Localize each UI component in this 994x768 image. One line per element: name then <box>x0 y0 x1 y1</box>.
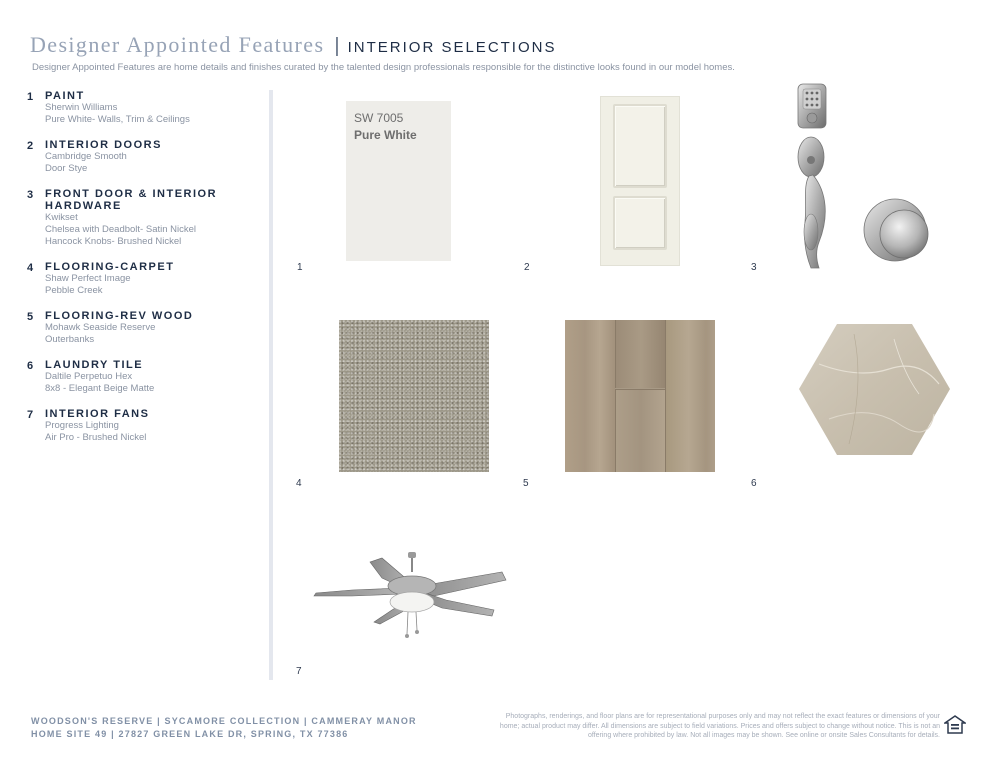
paint-code: SW 7005 <box>354 111 404 125</box>
selection-detail: Door Stye <box>45 163 88 174</box>
selection-detail: Chelsea with Deadbolt- Satin Nickel <box>45 224 197 235</box>
selection-detail: Sherwin Williams <box>45 102 118 113</box>
selection-body <box>45 359 267 395</box>
selection-body <box>45 139 267 175</box>
selection-detail: Air Pro - Brushed Nickel <box>45 432 147 443</box>
title-separator: | <box>334 35 340 57</box>
selection-detail: Kwikset <box>45 212 78 223</box>
image-label-6: 6 <box>751 478 757 489</box>
selection-item <box>27 359 267 395</box>
equal-housing-opportunity-icon <box>944 714 966 736</box>
footer-homesite: HOME SITE 49 | 27827 GREEN LAKE DR, SPRING, TX 77386 <box>31 729 349 739</box>
selection-detail: 8x8 - Elegant Beige Matte <box>45 383 155 394</box>
selection-number: 6 <box>27 360 34 372</box>
selection-number: 2 <box>27 140 34 152</box>
selection-title: FLOORING-CARPET <box>45 261 175 273</box>
selection-number: 5 <box>27 311 34 323</box>
selection-list <box>27 90 267 457</box>
interior-door-image <box>600 96 680 266</box>
wood-plank <box>565 320 615 472</box>
selection-item <box>27 139 267 175</box>
wood-plank <box>665 320 715 472</box>
selection-title: PAINT <box>45 90 85 102</box>
selection-body <box>45 408 267 444</box>
selection-item <box>27 90 267 126</box>
wood-plank <box>615 389 666 472</box>
knob <box>864 199 928 261</box>
wood-plank <box>615 320 666 388</box>
selection-number: 3 <box>27 189 34 201</box>
footer-address <box>31 715 417 741</box>
selection-detail: Mohawk Seaside Reserve <box>45 322 156 333</box>
image-label-7: 7 <box>296 666 302 677</box>
hex-tile-image <box>799 324 950 455</box>
footer-disclaimer: Photographs, renderings, and floor plans are for representational purposes only and may not reflect the exact features or dimensions of your home; actual product may differ. All dimensions are subject to field variations. Prices and offers subject to change without notice. This is not an offering where prohibited by law. Not all images may be shown. See online or onsite Sales Consultants for details. <box>499 713 940 739</box>
selection-detail: Pebble Creek <box>45 285 103 296</box>
selection-detail: Cambridge Smooth <box>45 151 127 162</box>
selection-body <box>45 310 267 346</box>
paint-swatch-image <box>346 101 451 261</box>
selection-detail: Progress Lighting <box>45 420 119 431</box>
door-hardware-image <box>795 82 945 274</box>
selection-detail: Outerbanks <box>45 334 95 345</box>
ceiling-fan-image <box>312 550 510 645</box>
selection-detail: Pure White- Walls, Trim & Ceilings <box>45 114 190 125</box>
handleset <box>798 137 825 268</box>
vertical-divider <box>269 90 273 680</box>
image-label-4: 4 <box>296 478 302 489</box>
page-description: Designer Appointed Features are home details and finishes curated by the talented design professionals responsible for the distinctive looks found in our model homes. <box>32 62 735 73</box>
selection-title: LAUNDRY TILE <box>45 359 144 371</box>
image-label-5: 5 <box>523 478 529 489</box>
image-label-2: 2 <box>524 262 530 273</box>
selection-detail: Hancock Knobs- Brushed Nickel <box>45 236 182 247</box>
selection-detail: Shaw Perfect Image <box>45 273 131 284</box>
selection-item <box>27 408 267 444</box>
image-label-1: 1 <box>297 262 303 273</box>
selection-item <box>27 310 267 346</box>
page-subtitle: INTERIOR SELECTIONS <box>347 39 557 56</box>
selection-title: INTERIOR FANS <box>45 408 150 420</box>
footer-community: WOODSON'S RESERVE | SYCAMORE COLLECTION | CAMMERAY MANOR <box>31 716 417 726</box>
page-header <box>30 32 556 58</box>
paint-name: Pure White <box>354 128 417 142</box>
selection-number: 1 <box>27 91 34 103</box>
door-lower-panel <box>613 196 667 250</box>
door-upper-panel <box>613 104 667 188</box>
selection-detail: Daltile Perpetuo Hex <box>45 371 133 382</box>
selection-title: FLOORING-REV WOOD <box>45 310 194 322</box>
image-label-3: 3 <box>751 262 757 273</box>
page-title: Designer Appointed Features <box>30 32 325 57</box>
selection-body <box>45 188 267 248</box>
selection-number: 7 <box>27 409 34 421</box>
selection-body <box>45 261 267 297</box>
carpet-swatch-image <box>339 320 489 472</box>
selection-title: INTERIOR DOORS <box>45 139 162 151</box>
keypad-deadbolt <box>798 84 826 128</box>
selection-item <box>27 188 267 248</box>
selection-item <box>27 261 267 297</box>
wood-flooring-image <box>565 320 715 472</box>
selection-title: FRONT DOOR & INTERIOR HARDWARE <box>45 188 218 212</box>
selection-number: 4 <box>27 262 34 274</box>
selection-body <box>45 90 267 126</box>
